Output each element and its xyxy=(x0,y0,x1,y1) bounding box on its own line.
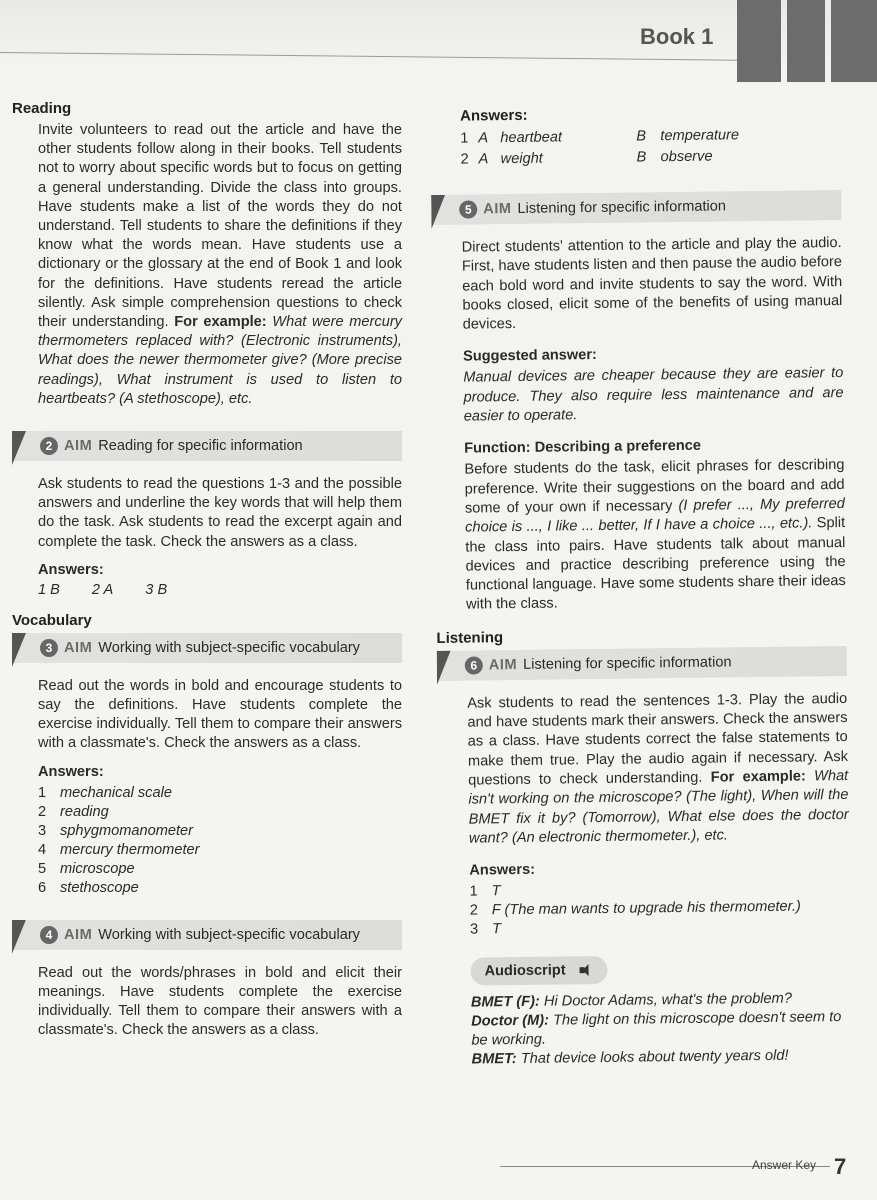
aim-1-answers xyxy=(430,124,840,171)
aim-title: Working with subject-specific vocabulary xyxy=(98,639,360,656)
aim-wedge xyxy=(437,651,451,685)
answer-text: heartbeat xyxy=(500,129,563,147)
answer-item: 3 B xyxy=(145,581,168,598)
audioscript-text: Hi Doctor Adams, what's the problem? xyxy=(543,990,792,1010)
aim-6-paragraph xyxy=(437,690,849,849)
audioscript-speaker: Doctor (M): xyxy=(471,1012,550,1030)
function-text-a: Before students do the task, elicit phrases for describing preference. Write their suggestions on the board and add some of your own if necessary xyxy=(464,457,845,517)
aim-label: AIM xyxy=(64,926,93,943)
answer-number: 1 xyxy=(460,130,469,147)
answer-row xyxy=(38,879,402,898)
aim-6-text: Ask students to read the sentences 1-3. Play the audio and have students mark their answers. Check the answers as a class. Have students correct the false statements to make them true. Play the audio again if necessary. Ask questions to check understanding. xyxy=(467,690,849,789)
suggested-answer-heading: Suggested answer: xyxy=(462,347,597,366)
audioscript-text: That device looks about twenty years old! xyxy=(520,1047,789,1068)
header-rule xyxy=(0,52,760,61)
answer-number: 1 xyxy=(38,784,47,801)
answer-letter: B xyxy=(636,128,647,145)
audioscript-badge xyxy=(470,956,607,986)
answer-text: microscope xyxy=(60,860,135,877)
answer-text: weight xyxy=(500,150,543,168)
answer-number: 4 xyxy=(38,841,47,858)
answer-number: 2 xyxy=(460,151,469,168)
answer-text: observe xyxy=(660,148,713,166)
function-text-italic: (I prefer ..., My preferred choice is ..., I like ... better, If I have a choice ..., etc.). xyxy=(465,495,845,536)
suggested-answer-text: Manual devices are cheaper because they are easier to produce. They also require less maintenance and are easier to operate. xyxy=(463,365,844,425)
answer-row xyxy=(38,803,402,822)
aim-6-example-label: For example: xyxy=(710,768,806,786)
aim-2-bar xyxy=(12,431,402,461)
answer-text: F (The man wants to upgrade his thermometer.) xyxy=(491,898,801,919)
aim-5-paragraph: Direct students' attention to the article and play the audio. First, have students listen and then pause the audio before each bold word and invite students to say the word. With books closed, elicit some of the benefits of using manual devices. xyxy=(461,234,843,333)
audioscript-line xyxy=(441,1008,851,1051)
aim-wedge xyxy=(12,431,26,465)
aim-4-bar xyxy=(12,920,402,950)
answers-heading: Answers: xyxy=(459,106,528,125)
header-bar xyxy=(831,0,877,82)
audioscript-speaker: BMET (F): xyxy=(470,993,540,1011)
audioscript-line xyxy=(442,1046,852,1070)
aim-2-answers-label: Answers: xyxy=(38,561,104,578)
header-bars xyxy=(737,0,877,82)
aim-6-bar xyxy=(437,646,847,681)
reading-example-text: What were mercury thermometers replaced with? (Electronic instruments), What does the newer thermometer give? (More precise readings), What instrument is used to listen to heartbeats? (A stethoscope), etc. xyxy=(38,314,402,407)
footer-label: Answer Key xyxy=(752,1158,817,1172)
aim-2-answers xyxy=(12,582,402,598)
answer-row xyxy=(38,784,402,803)
aim-4-paragraph: Read out the words/phrases in bold and elicit their meanings. Have students complete the exercise individually. Tell them to compare their answers with a classmate's. Check the answers as a class. xyxy=(38,964,402,1039)
audioscript-label: Audioscript xyxy=(484,962,566,980)
aim-label: AIM xyxy=(64,438,93,455)
answer-text: stethoscope xyxy=(60,879,139,896)
aim-wedge xyxy=(12,633,26,667)
aim-6-answers-label: Answers: xyxy=(469,861,536,879)
right-column xyxy=(430,103,852,1070)
answer-number: 5 xyxy=(38,860,47,877)
answer-number: 2 xyxy=(469,902,479,919)
header-bar xyxy=(787,0,825,82)
aim-wedge xyxy=(431,195,445,229)
aim-wedge xyxy=(12,920,26,954)
aim-2-paragraph: Ask students to read the questions 1-3 and the possible answers and underline the key words that will help them do the task. Ask students to read the excerpt again and complete the task. Check the answers as a class. xyxy=(38,476,402,550)
aim-number: 5 xyxy=(459,200,477,218)
aim-number: 6 xyxy=(465,656,483,674)
answer-row xyxy=(461,145,841,171)
answer-number: 3 xyxy=(38,822,47,839)
aim-title: Reading for specific information xyxy=(98,438,303,455)
answer-row xyxy=(38,841,402,860)
aim-number: 2 xyxy=(40,437,58,455)
answer-number: 1 xyxy=(469,883,478,900)
aim-3-bar xyxy=(12,633,402,663)
answer-number: 2 xyxy=(38,803,47,820)
answer-row xyxy=(38,860,402,879)
answer-letter: A xyxy=(478,151,489,168)
aim-label: AIM xyxy=(483,201,512,218)
aim-title: Listening for specific information xyxy=(522,654,732,673)
page-number: 7 xyxy=(834,1154,847,1179)
answer-item: 2 A xyxy=(91,581,114,598)
answer-text: reading xyxy=(60,803,109,820)
answer-text: T xyxy=(491,921,502,938)
aim-6-answers xyxy=(439,878,850,940)
speaker-icon xyxy=(580,963,594,977)
vocabulary-heading: Vocabulary xyxy=(12,611,92,629)
function-paragraph xyxy=(434,456,846,615)
audioscript-speaker: BMET: xyxy=(471,1051,517,1068)
reading-paragraph xyxy=(12,121,402,409)
answer-row xyxy=(38,822,402,841)
aim-title: Working with subject-specific vocabulary xyxy=(98,926,360,943)
answer-text: temperature xyxy=(660,127,740,145)
answer-text: mechanical scale xyxy=(60,784,172,801)
reading-heading: Reading xyxy=(12,100,72,117)
answer-text: T xyxy=(491,883,501,900)
aim-5-bar xyxy=(431,190,841,225)
reading-text: Invite volunteers to read out the article and have the other students follow along in their books. Tell students not to worry about specific words but to focus on getting a general understanding. Divide the class into groups. Have students make a list of the words they do not understand. Tell students to share the definitions if they know what the words mean. Have students use a dictionary or the glossary at the end of Book 1 and look for the definitions. Have students reread the article silently. Ask simple comprehension questions to check their understanding. xyxy=(38,122,402,331)
answer-letter: A xyxy=(478,130,489,147)
listening-heading: Listening xyxy=(436,628,504,647)
aim-number: 4 xyxy=(40,926,58,944)
aim-3-answers xyxy=(12,784,402,898)
function-heading: Function: Describing a preference xyxy=(464,438,702,457)
answer-letter: B xyxy=(636,149,647,166)
function-text-b: Split the class into pairs. Have students talk about manual devices and practice describing preference using the functional language. Have some students share their ideas with the class. xyxy=(465,515,846,614)
answer-text: mercury thermometer xyxy=(60,841,200,858)
answer-number: 3 xyxy=(469,921,479,938)
answer-item: 1 B xyxy=(38,581,60,598)
answer-number: 6 xyxy=(38,879,47,896)
aim-6-example-text: What isn't working on the microscope? (The light), When will the BMET fix it by? (Tomorrow), What else does the doctor want? (An electronic thermometer.), etc. xyxy=(468,767,849,847)
header-bar xyxy=(737,0,781,82)
left-column xyxy=(12,100,402,1040)
book-title: Book 1 xyxy=(640,24,714,49)
answer-text: sphygmomanometer xyxy=(60,822,194,839)
aim-3-paragraph: Read out the words in bold and encourage students to say the definitions. Have students complete the exercise individually. Tell them to compare their answers with a classmate's. Check the answers as a class. xyxy=(38,677,402,752)
audioscript-text: The light on this microscope doesn't seem to be working. xyxy=(471,1009,842,1049)
aim-title: Listening for specific information xyxy=(517,198,727,217)
aim-label: AIM xyxy=(64,639,93,656)
reading-example-label: For example: xyxy=(174,314,267,331)
aim-3-answers-label: Answers: xyxy=(38,763,104,780)
aim-label: AIM xyxy=(488,656,518,674)
aim-number: 3 xyxy=(40,639,58,657)
